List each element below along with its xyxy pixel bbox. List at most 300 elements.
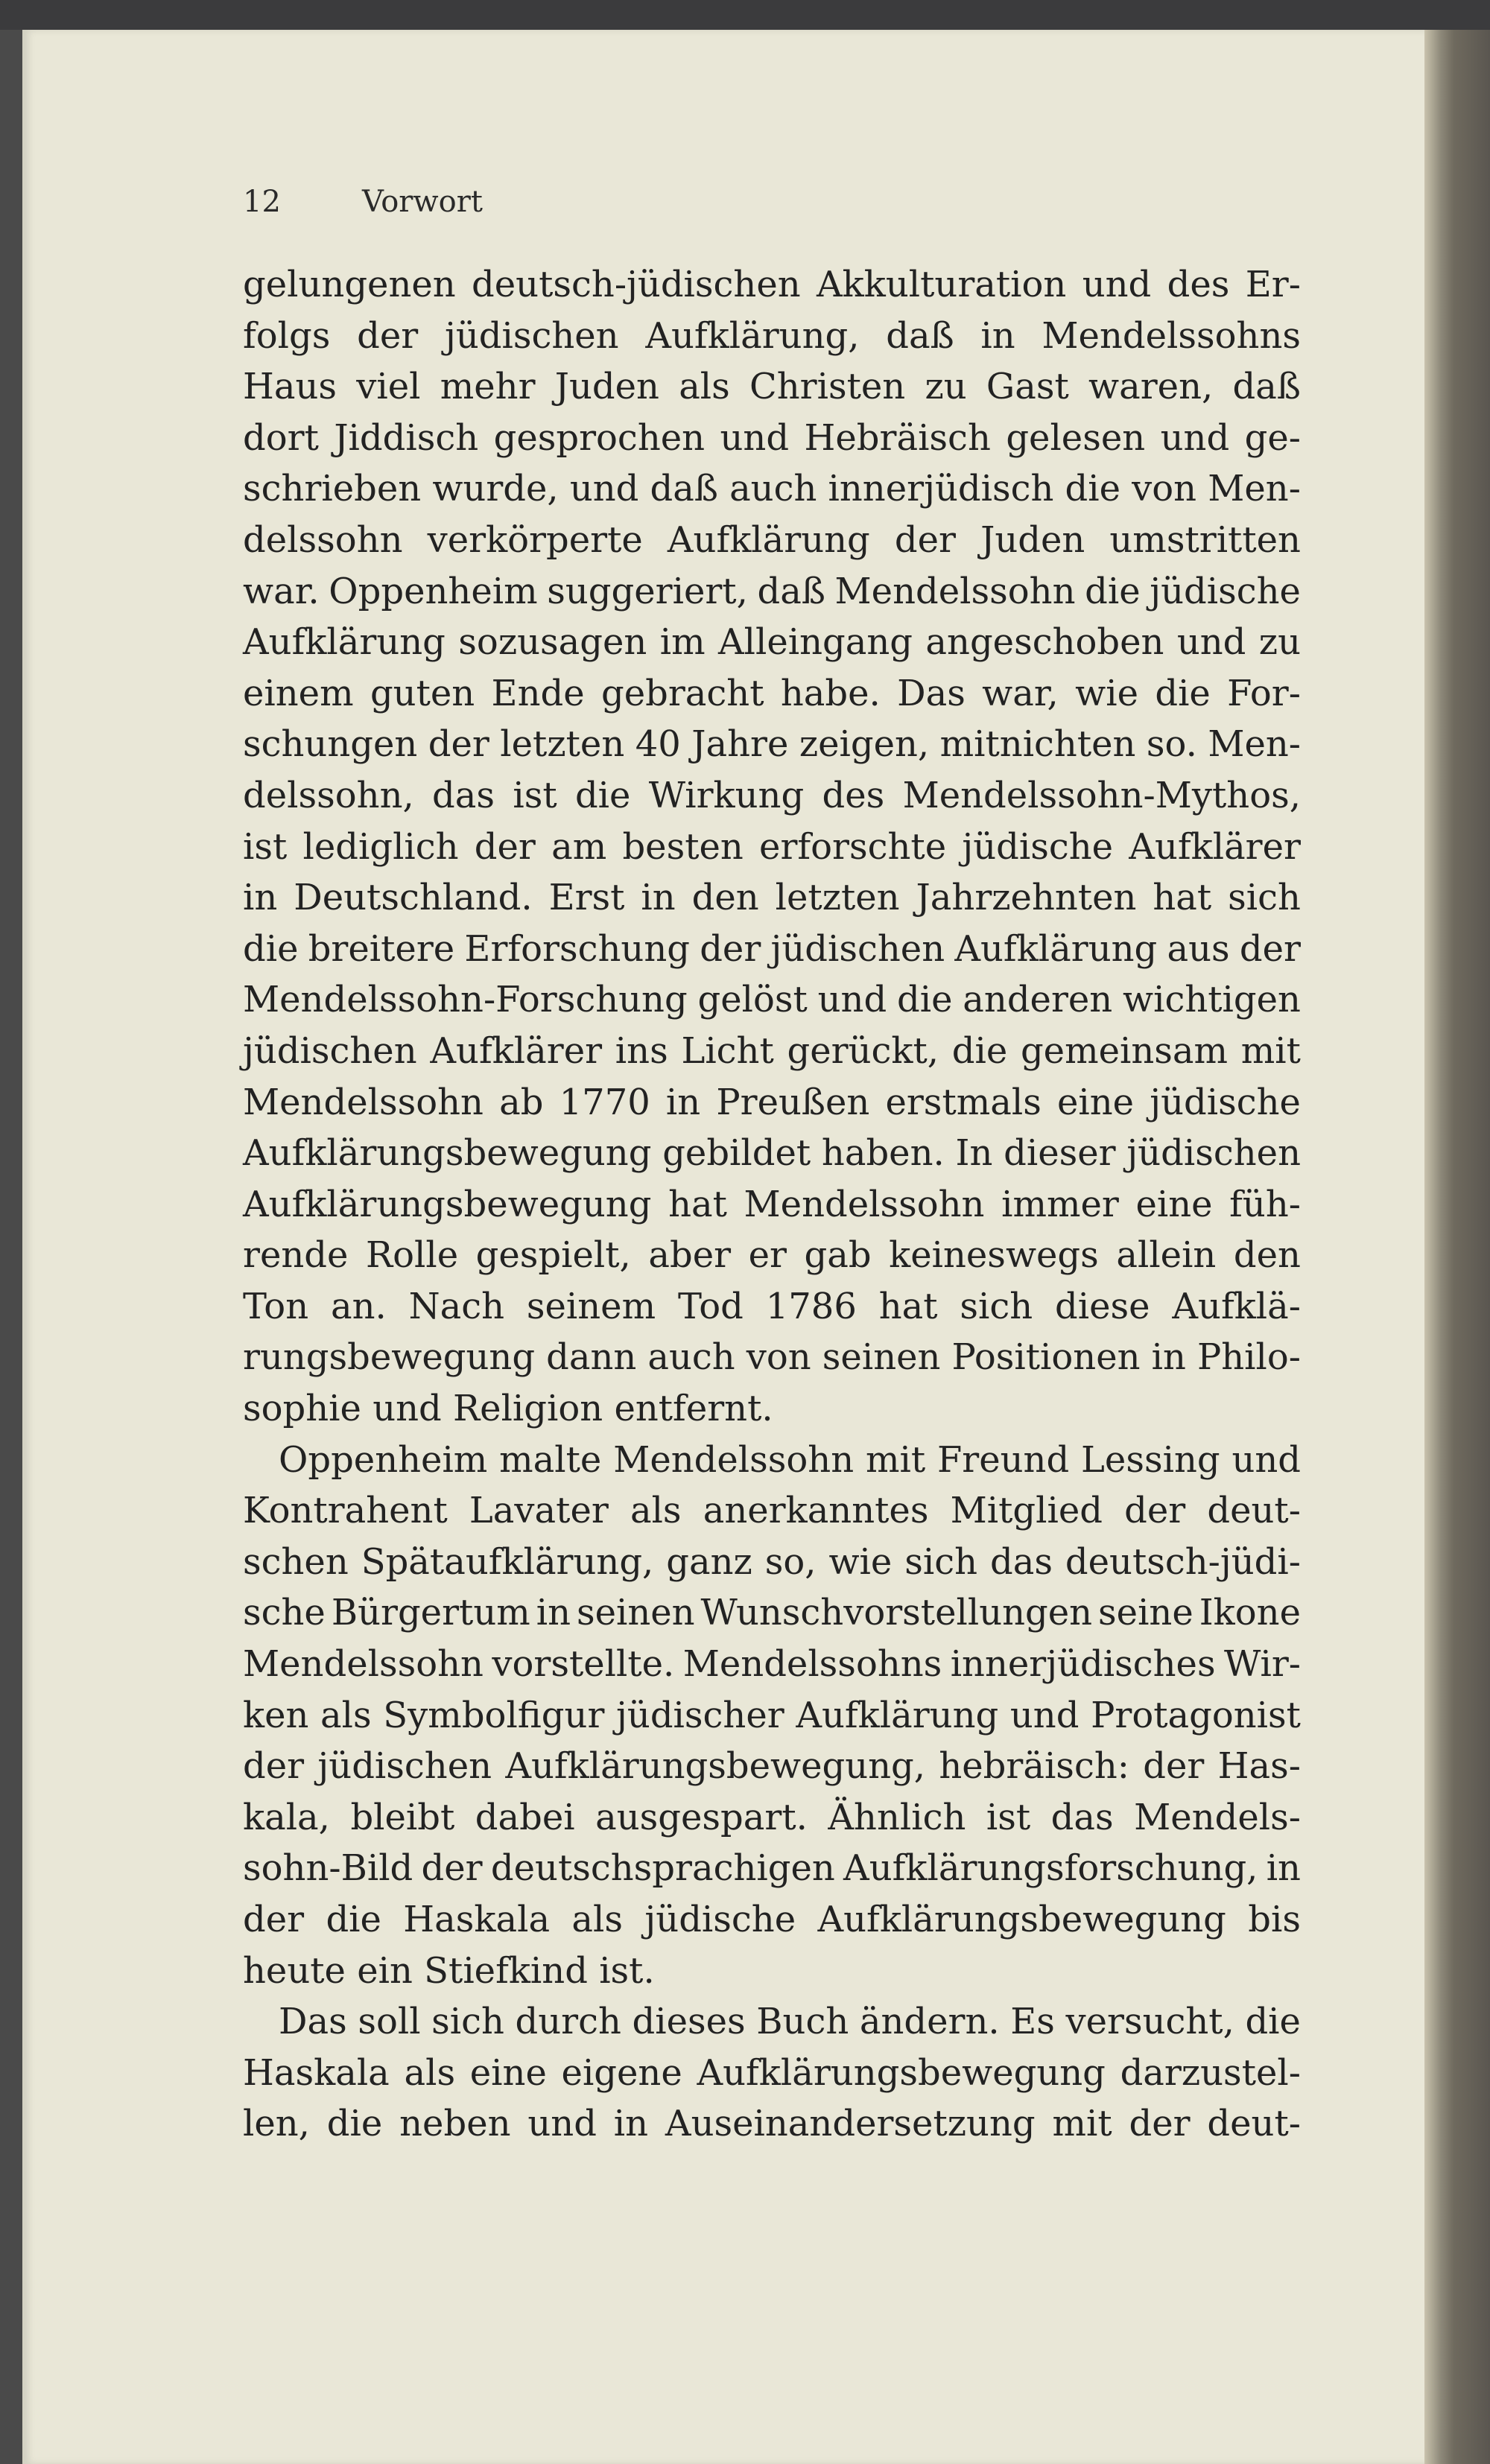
word: 1786 bbox=[765, 1285, 857, 1327]
word: Kontrahent bbox=[243, 1490, 448, 1532]
word: seinen bbox=[822, 1336, 941, 1379]
word: und bbox=[1160, 416, 1230, 459]
word: ge- bbox=[1244, 416, 1301, 459]
word: Aufklärung bbox=[243, 621, 446, 664]
word: Alleingang bbox=[717, 621, 913, 664]
word: aber bbox=[648, 1234, 732, 1277]
text-line bbox=[243, 668, 1301, 720]
word: Mendelssohn-Forschung bbox=[243, 979, 688, 1021]
word: Preußen bbox=[716, 1081, 870, 1123]
word: mit bbox=[1052, 2103, 1112, 2145]
word: 40 bbox=[635, 723, 681, 766]
word: Freund bbox=[936, 1438, 1070, 1481]
word: erstmals bbox=[885, 1081, 1042, 1123]
word: anderen bbox=[963, 979, 1113, 1021]
text-line bbox=[243, 1026, 1301, 1077]
word: Mendelssohn bbox=[613, 1438, 855, 1481]
word: mit bbox=[1240, 1029, 1301, 1072]
word: neben bbox=[399, 2103, 511, 2145]
text-line bbox=[243, 1435, 1301, 1486]
text-line bbox=[243, 1281, 1301, 1333]
word: Aufklärung bbox=[796, 1694, 999, 1736]
word: Haus bbox=[243, 366, 337, 408]
word: der bbox=[243, 1899, 305, 1940]
word: Hebräisch bbox=[804, 416, 991, 459]
text-line bbox=[243, 463, 1301, 515]
word: die bbox=[951, 1029, 1008, 1072]
text-line bbox=[243, 259, 1301, 311]
word: anerkanntes bbox=[703, 1490, 929, 1532]
body-text bbox=[243, 259, 1301, 2150]
word: die bbox=[243, 927, 299, 970]
word: und bbox=[372, 1388, 442, 1430]
word: Das bbox=[279, 2001, 347, 2043]
word: seine bbox=[1098, 1592, 1193, 1634]
word: wichtigen bbox=[1123, 979, 1301, 1021]
word: so, bbox=[764, 1540, 817, 1583]
word: die bbox=[1155, 672, 1211, 714]
word: Aufklärungsbewegung bbox=[697, 2051, 1106, 2094]
word: Aufklärungsbewegung bbox=[817, 1899, 1226, 1940]
word: hat bbox=[1153, 877, 1212, 919]
word: und bbox=[1176, 621, 1246, 664]
word: hat bbox=[878, 1285, 938, 1327]
word: sozusagen bbox=[458, 621, 647, 664]
text-line bbox=[243, 1996, 1301, 2048]
word: suggeriert, bbox=[547, 570, 748, 612]
word: Auseinandersetzung bbox=[665, 2103, 1036, 2145]
word: der bbox=[474, 825, 536, 868]
word: Buch bbox=[756, 2001, 849, 2043]
word: Lessing bbox=[1081, 1438, 1220, 1481]
text-line bbox=[243, 1332, 1301, 1383]
word: die bbox=[1245, 2001, 1301, 2043]
word: gelöst bbox=[697, 979, 808, 1021]
word: Mendelssohn bbox=[834, 570, 1076, 612]
word: jüdischen bbox=[444, 314, 619, 357]
word: Ende bbox=[491, 672, 585, 714]
word: innerjüdisches bbox=[950, 1643, 1216, 1686]
word: guten bbox=[370, 672, 475, 714]
word: viel bbox=[356, 366, 421, 408]
word: jüdische bbox=[1150, 1081, 1301, 1123]
word: keineswegs bbox=[889, 1234, 1099, 1277]
word: in bbox=[1151, 1336, 1186, 1379]
word: daß bbox=[1232, 366, 1301, 408]
text-line bbox=[243, 1179, 1301, 1231]
word: rungsbewegung bbox=[243, 1336, 536, 1379]
word: Es bbox=[1010, 2001, 1055, 2043]
word: bleibt bbox=[350, 1796, 455, 1838]
word: ist bbox=[513, 774, 557, 816]
word: dieses bbox=[632, 2001, 746, 2043]
word: deutsch-jüdischen bbox=[472, 264, 801, 305]
word: seinen bbox=[576, 1592, 695, 1634]
word: haben. bbox=[821, 1132, 945, 1175]
text-line bbox=[243, 413, 1301, 464]
word: Mendelssohn-Mythos, bbox=[902, 774, 1301, 816]
word: Philo- bbox=[1196, 1336, 1301, 1379]
page-fore-edge bbox=[1424, 30, 1490, 2464]
word: Christen bbox=[749, 366, 906, 408]
word: Wirkung bbox=[648, 774, 805, 816]
word: malte bbox=[499, 1438, 602, 1481]
word: Tod bbox=[677, 1285, 744, 1327]
word: sohn-Bild bbox=[243, 1847, 413, 1890]
word: Men- bbox=[1208, 468, 1301, 510]
word: waren, bbox=[1088, 366, 1214, 408]
word: Oppenheim bbox=[329, 570, 538, 612]
word: angeschoben bbox=[925, 621, 1164, 664]
word: Spätaufklärung, bbox=[361, 1540, 654, 1583]
word: Jahre bbox=[691, 723, 789, 766]
word: als bbox=[320, 1694, 372, 1736]
word: allein bbox=[1116, 1234, 1217, 1277]
word: zu bbox=[925, 366, 967, 408]
word: der bbox=[1124, 1490, 1186, 1532]
text-line bbox=[243, 1792, 1301, 1844]
word: hebräisch: bbox=[939, 1745, 1129, 1788]
word: heute bbox=[243, 1949, 346, 1992]
word: sche bbox=[243, 1592, 326, 1634]
word: umstritten bbox=[1109, 518, 1301, 561]
text-line bbox=[243, 974, 1301, 1026]
word: einem bbox=[243, 672, 354, 714]
word: wie bbox=[828, 1540, 893, 1583]
word: Symbolfigur bbox=[383, 1694, 605, 1736]
word: daß bbox=[757, 570, 825, 612]
word: deutsch-jüdi- bbox=[1065, 1540, 1301, 1583]
word: die bbox=[1065, 468, 1120, 510]
word: der bbox=[1239, 927, 1301, 970]
word: mehr bbox=[440, 366, 536, 408]
word: deutschsprachigen bbox=[490, 1847, 835, 1890]
word: von bbox=[746, 1336, 811, 1379]
text-line bbox=[243, 770, 1301, 822]
text-line bbox=[243, 311, 1301, 362]
word: eine bbox=[1057, 1081, 1135, 1123]
word: gesprochen bbox=[493, 416, 706, 459]
scan-background bbox=[0, 0, 1490, 30]
word: und bbox=[720, 416, 790, 459]
word: len, bbox=[243, 2103, 310, 2145]
word: schungen bbox=[243, 723, 418, 766]
text-line bbox=[243, 1639, 1301, 1690]
word: durch bbox=[515, 2001, 621, 2043]
text-line bbox=[243, 1741, 1301, 1792]
word: Mendelssohn bbox=[744, 1183, 985, 1225]
word: schen bbox=[243, 1540, 349, 1583]
word: innerjüdisch bbox=[828, 468, 1054, 510]
word: kala, bbox=[243, 1796, 330, 1838]
word: gemeinsam bbox=[1020, 1029, 1229, 1072]
word: Aufklärungsbewegung bbox=[243, 1183, 652, 1225]
word: soll bbox=[358, 2001, 421, 2043]
word: den bbox=[691, 877, 759, 919]
word: erforschte bbox=[759, 825, 947, 868]
word: wie bbox=[1075, 672, 1138, 714]
word: habe. bbox=[780, 672, 881, 714]
word: Aufklä- bbox=[1172, 1285, 1301, 1327]
word: der bbox=[894, 518, 956, 561]
word: Mendelssohns bbox=[1042, 314, 1301, 357]
word: jüdischen bbox=[1126, 1132, 1301, 1175]
word: jüdischen bbox=[770, 927, 945, 970]
word: als bbox=[404, 2051, 456, 2094]
word: ganz bbox=[666, 1540, 752, 1583]
word: Mendelssohns bbox=[682, 1643, 942, 1686]
word: auch bbox=[729, 468, 817, 510]
word: in bbox=[1266, 1847, 1301, 1890]
word: sich bbox=[960, 1285, 1033, 1327]
word: Protagonist bbox=[1091, 1694, 1301, 1736]
word: sich bbox=[1228, 877, 1301, 919]
text-line bbox=[243, 1843, 1301, 1894]
text-line bbox=[243, 617, 1301, 668]
word: Erst bbox=[548, 877, 625, 919]
word: rende bbox=[243, 1234, 349, 1277]
word: dabei bbox=[475, 1796, 575, 1838]
word: als bbox=[630, 1490, 682, 1532]
word: Jahrzehnten bbox=[916, 877, 1137, 919]
running-title: Vorwort bbox=[362, 185, 483, 219]
word: mit bbox=[865, 1438, 926, 1481]
word: Mitglied bbox=[950, 1490, 1103, 1532]
text-line bbox=[243, 2098, 1301, 2150]
word: letzten bbox=[500, 723, 625, 766]
text-line bbox=[243, 924, 1301, 975]
word: ist bbox=[243, 825, 288, 868]
word: schrieben bbox=[243, 468, 422, 510]
word: versucht, bbox=[1065, 2001, 1234, 2043]
word: vorstellte. bbox=[492, 1643, 675, 1686]
word: For- bbox=[1227, 672, 1301, 714]
word: verkörperte bbox=[427, 518, 643, 561]
word: als bbox=[571, 1899, 624, 1940]
word: und bbox=[817, 979, 887, 1021]
word: sich bbox=[904, 1540, 978, 1583]
text-line bbox=[243, 1383, 1301, 1435]
word: delssohn, bbox=[243, 774, 414, 816]
word: eine bbox=[1135, 1183, 1213, 1225]
page-number: 12 bbox=[243, 185, 281, 219]
text-line bbox=[243, 1077, 1301, 1128]
word: ist. bbox=[599, 1949, 655, 1992]
word: Stiefkind bbox=[424, 1949, 588, 1992]
word: jüdischen bbox=[243, 1029, 417, 1072]
word: als bbox=[679, 366, 730, 408]
text-line bbox=[243, 822, 1301, 873]
text-line bbox=[243, 515, 1301, 566]
word: war. bbox=[243, 570, 320, 612]
word: jüdische bbox=[1150, 570, 1301, 612]
word: die bbox=[1085, 570, 1141, 612]
word: bis bbox=[1248, 1899, 1301, 1940]
word: sich bbox=[431, 2001, 504, 2043]
word: mitnichten bbox=[939, 723, 1136, 766]
word: der bbox=[243, 1745, 305, 1788]
word: des bbox=[1167, 264, 1230, 305]
word: er bbox=[748, 1234, 787, 1277]
word: Ton bbox=[243, 1285, 309, 1327]
word: der bbox=[421, 1847, 483, 1890]
word: Wunschvorstellungen bbox=[700, 1592, 1093, 1634]
word: Das bbox=[897, 672, 966, 714]
word: in bbox=[641, 877, 676, 919]
word: und bbox=[1009, 1694, 1080, 1736]
word: und bbox=[527, 2103, 597, 2145]
word: folgs bbox=[243, 314, 331, 357]
word: so. bbox=[1146, 723, 1197, 766]
word: immer bbox=[1001, 1183, 1119, 1225]
word: der bbox=[1129, 2103, 1191, 2145]
word: wurde, bbox=[432, 468, 559, 510]
word: ausgespart. bbox=[595, 1796, 808, 1838]
word: gebildet bbox=[662, 1132, 811, 1175]
text-line bbox=[243, 1894, 1301, 1946]
word: Religion bbox=[453, 1388, 603, 1430]
word: Er- bbox=[1245, 264, 1301, 305]
word: Lavater bbox=[469, 1490, 609, 1532]
word: auch bbox=[647, 1336, 735, 1379]
text-line bbox=[243, 566, 1301, 617]
word: war, bbox=[982, 672, 1059, 714]
book-spine-edge bbox=[0, 30, 22, 2464]
word: 1770 bbox=[559, 1081, 650, 1123]
word: das bbox=[1050, 1796, 1114, 1838]
word: delssohn bbox=[243, 518, 403, 561]
word: Aufklärer bbox=[430, 1029, 603, 1072]
word: ken bbox=[243, 1694, 309, 1736]
word: ist bbox=[986, 1796, 1031, 1838]
word: zu bbox=[1258, 621, 1301, 664]
word: Mendelssohn bbox=[243, 1643, 484, 1686]
word: jüdische bbox=[962, 825, 1114, 868]
word: und bbox=[1082, 264, 1152, 305]
word: in bbox=[980, 314, 1015, 357]
word: gelesen bbox=[1006, 416, 1146, 459]
word: gab bbox=[804, 1234, 872, 1277]
word: eine bbox=[469, 2051, 547, 2094]
word: deut- bbox=[1207, 1490, 1301, 1532]
text-line bbox=[243, 1690, 1301, 1741]
word: Has- bbox=[1217, 1745, 1301, 1788]
word: zeigen, bbox=[799, 723, 930, 766]
text-line bbox=[243, 1485, 1301, 1537]
word: Nach bbox=[408, 1285, 505, 1327]
text-line bbox=[243, 361, 1301, 413]
word: lediglich bbox=[302, 825, 459, 868]
word: des bbox=[822, 774, 885, 816]
word: an. bbox=[330, 1285, 387, 1327]
word: Aufklärungsbewegung, bbox=[505, 1745, 926, 1788]
word: Wir- bbox=[1223, 1643, 1301, 1686]
word: ab bbox=[499, 1081, 544, 1123]
word: Akkulturation bbox=[817, 264, 1067, 305]
word: Aufklärung, bbox=[645, 314, 860, 357]
word: Haskala bbox=[243, 2051, 390, 2094]
word: Jiddisch bbox=[334, 416, 479, 459]
word: ins bbox=[615, 1029, 668, 1072]
word: ein bbox=[357, 1949, 413, 1992]
word: gelungenen bbox=[243, 264, 456, 305]
word: Aufklärer bbox=[1129, 825, 1301, 868]
word: Erforschung bbox=[464, 927, 690, 970]
word: das bbox=[432, 774, 495, 816]
word: in bbox=[536, 1592, 571, 1634]
word: Mendelssohn bbox=[243, 1081, 484, 1123]
word: der bbox=[700, 927, 761, 970]
word: daß bbox=[886, 314, 954, 357]
word: breitere bbox=[308, 927, 455, 970]
word: und bbox=[1231, 1438, 1301, 1481]
word: Aufklärungsbewegung bbox=[243, 1132, 652, 1175]
word: in bbox=[613, 2103, 649, 2145]
word: besten bbox=[622, 825, 744, 868]
word: der bbox=[1143, 1745, 1205, 1788]
word: Ähnlich bbox=[828, 1796, 966, 1838]
word: Deutschland. bbox=[294, 877, 533, 919]
word: jüdische bbox=[644, 1899, 796, 1940]
word: eigene bbox=[561, 2051, 682, 2094]
word: die bbox=[326, 2103, 383, 2145]
word: der bbox=[357, 314, 419, 357]
word: daß bbox=[650, 468, 718, 510]
word: am bbox=[551, 825, 607, 868]
word: Oppenheim bbox=[279, 1438, 488, 1481]
word: die bbox=[574, 774, 631, 816]
text-line bbox=[243, 1946, 1301, 1997]
word: gespielt, bbox=[475, 1234, 631, 1277]
word: die bbox=[896, 979, 953, 1021]
word: Men- bbox=[1208, 723, 1301, 766]
word: deut- bbox=[1207, 2103, 1301, 2145]
word: aus bbox=[1167, 927, 1230, 970]
word: Gast bbox=[986, 366, 1069, 408]
word: füh- bbox=[1229, 1183, 1301, 1225]
word: Ikone bbox=[1199, 1592, 1301, 1634]
word: gerückt, bbox=[787, 1029, 939, 1072]
word: das bbox=[989, 1540, 1053, 1583]
word: Juden bbox=[554, 366, 659, 408]
word: im bbox=[659, 621, 706, 664]
text-line bbox=[243, 872, 1301, 924]
word: In bbox=[955, 1132, 993, 1175]
word: Positionen bbox=[951, 1336, 1141, 1379]
word: Aufklärungsforschung, bbox=[843, 1847, 1258, 1890]
text-line bbox=[243, 719, 1301, 770]
word: letzten bbox=[775, 877, 900, 919]
text-line bbox=[243, 1537, 1301, 1588]
word: jüdischen bbox=[317, 1745, 492, 1788]
word: sophie bbox=[243, 1388, 361, 1430]
word: Aufklärung bbox=[954, 927, 1158, 970]
word: Juden bbox=[980, 518, 1085, 561]
word: in bbox=[665, 1081, 701, 1123]
word: den bbox=[1233, 1234, 1301, 1277]
word: hat bbox=[668, 1183, 727, 1225]
running-header bbox=[243, 185, 483, 219]
word: dann bbox=[546, 1336, 637, 1379]
text-line bbox=[243, 1128, 1301, 1179]
text-line bbox=[243, 2048, 1301, 2099]
word: dort bbox=[243, 416, 319, 459]
word: Rolle bbox=[365, 1234, 459, 1277]
word: seinem bbox=[526, 1285, 656, 1327]
word: dieser bbox=[1004, 1132, 1116, 1175]
word: Haskala bbox=[403, 1899, 551, 1940]
word: Bürgertum bbox=[331, 1592, 530, 1634]
